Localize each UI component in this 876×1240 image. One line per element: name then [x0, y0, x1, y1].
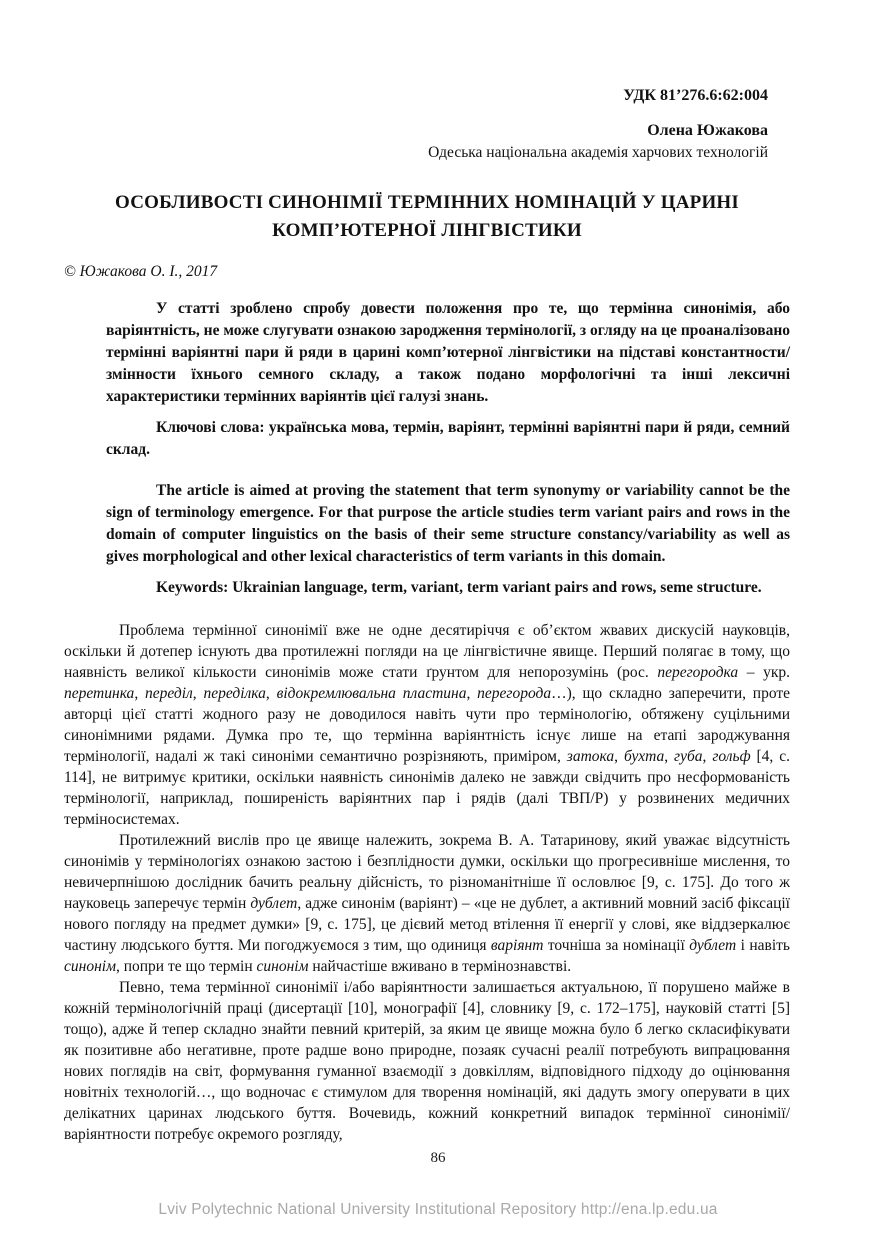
body-paragraph: Певно, тема термінної синонімії і/або варіянтности залишається актуальною, її порушено майже в кожній термінологічній праці (дисертації [10], монографії [4], словнику [9, с. 172–175], науковій статті [5] тощо), адже й тепер складно знайти певний критерій, за яким це явище можна було б легко скласифікувати як позитивне або негативне, проте радше воно природне, позаяк сучасні реалії потребують випрацювання нових поглядів на світ, формування гуманної взаємодії з довкіллям, відповідного підходу до оцінювання новітніх технологій…, що водночас є стимулом для творення номінацій, які дадуть змогу оперувати в цих делікатних царинах людського буття. Вочевидь, кожний конкретний випадок термінної синонімії/варіянтности потребує окремого розгляду,	[64, 979, 790, 1143]
author-affiliation: Одеська національна академія харчових технологій	[428, 144, 768, 161]
abstract-ukrainian: У статті зроблено спробу довести положення про те, що термінна синонімія, або варіянтність, не може слугувати ознакою зародження термінології, з огляду на це проаналізовано термінні варіянтні пари й ряди в царині комп’ютерної лінгвістики на підставі константности/змінности їхнього семного складу, а також подано морфологічні та інші лексичні характеристики термінних варіянтів цієї галузі знань.	[106, 300, 790, 405]
repository-footer: Lviv Polytechnic National University Institutional Repository http://ena.lp.edu.ua	[158, 1201, 718, 1218]
article-title: ОСОБЛИВОСТІ СИНОНІМІЇ ТЕРМІННИХ НОМІНАЦІЙ У ЦАРИНІ КОМП’ЮТЕРНОЇ ЛІНГВІСТИКИ	[114, 192, 740, 241]
body-paragraph: Проблема термінної синонімії вже не одне десятиріччя є об’єктом жвавих дискусій науковців, оскільки й дотепер існують два протилежні погляди на це лінгвістичне явище. Перший полягає в тому, що наявність великої кількости синонімів може стати ґрунтом для непорозумінь (рос. перегородка – укр. перетинка, переділ, переділка, відокремлювальна пластина, перегорода…), що складно заперечити, проте авторці цієї статті жодного разу не доводилося навіть чути про термінологію, обтяжену суцільними синонімними рядами. Думка про те, що термінна варіянтність існує лише на етапі зароджування термінології, надалі ж такі синоніми семантично розрізняють, приміром, затока, бухта, губа, гольф [4, с. 114], не витримує критики, оскільки наявність синонімів далеко не завжди свідчить про несформованість термінології, наприклад, поширеність варіянтних пар і рядів (далі ТВП/Р) у розвинених медичних терміносистемах.	[64, 622, 791, 828]
article-body	[64, 620, 790, 1145]
copyright-line: © Южакова О. І., 2017	[64, 263, 218, 280]
keywords-ukrainian: Ключові слова: українська мова, термін, варіянт, термінні варіянтні пари й ряди, семний склад.	[106, 419, 790, 458]
page-content	[64, 86, 790, 1145]
page-number: 86	[430, 1150, 446, 1166]
body-paragraph: Протилежний вислів про це явище належить, зокрема В. А. Татаринову, який уважає відсутність синонімів у термінологіях ознакою застою і безплідности думки, оскільки що прогресивніше мислення, то невичерпнішою дослідник бачить реальну дійсність, то різноманітніше її ословлює [9, с. 175]. До того ж науковець заперечує термін дублет, адже синонім (варіянт) – «це не дублет, а активний мовний засіб фіксації нового погляду на предмет думки» [9, с. 175], це дієвий метод втілення її енергії у слові, яке віддзеркалює частину людського буття. Ми погоджуємося з тим, що одиниця варіянт точніша за номінації дублет і навіть синонім, попри те що термін синонім найчастіше вживано в термінознавстві.	[64, 832, 790, 975]
author-name: Олена Южакова	[647, 122, 768, 139]
keywords-english: Keywords: Ukrainian language, term, variant, term variant pairs and rows, seme structure.	[156, 579, 762, 596]
udc-code: УДК 81’276.6:62:004	[623, 87, 768, 104]
abstract-english: The article is aimed at proving the statement that term synonymy or variability cannot be the sign of terminology emergence. For that purpose the article studies term variant pairs and rows in the domain of computer linguistics on the basis of their seme structure constancy/variability as well as gives morphological and other lexical characteristics of term variants in this domain.	[106, 482, 790, 565]
